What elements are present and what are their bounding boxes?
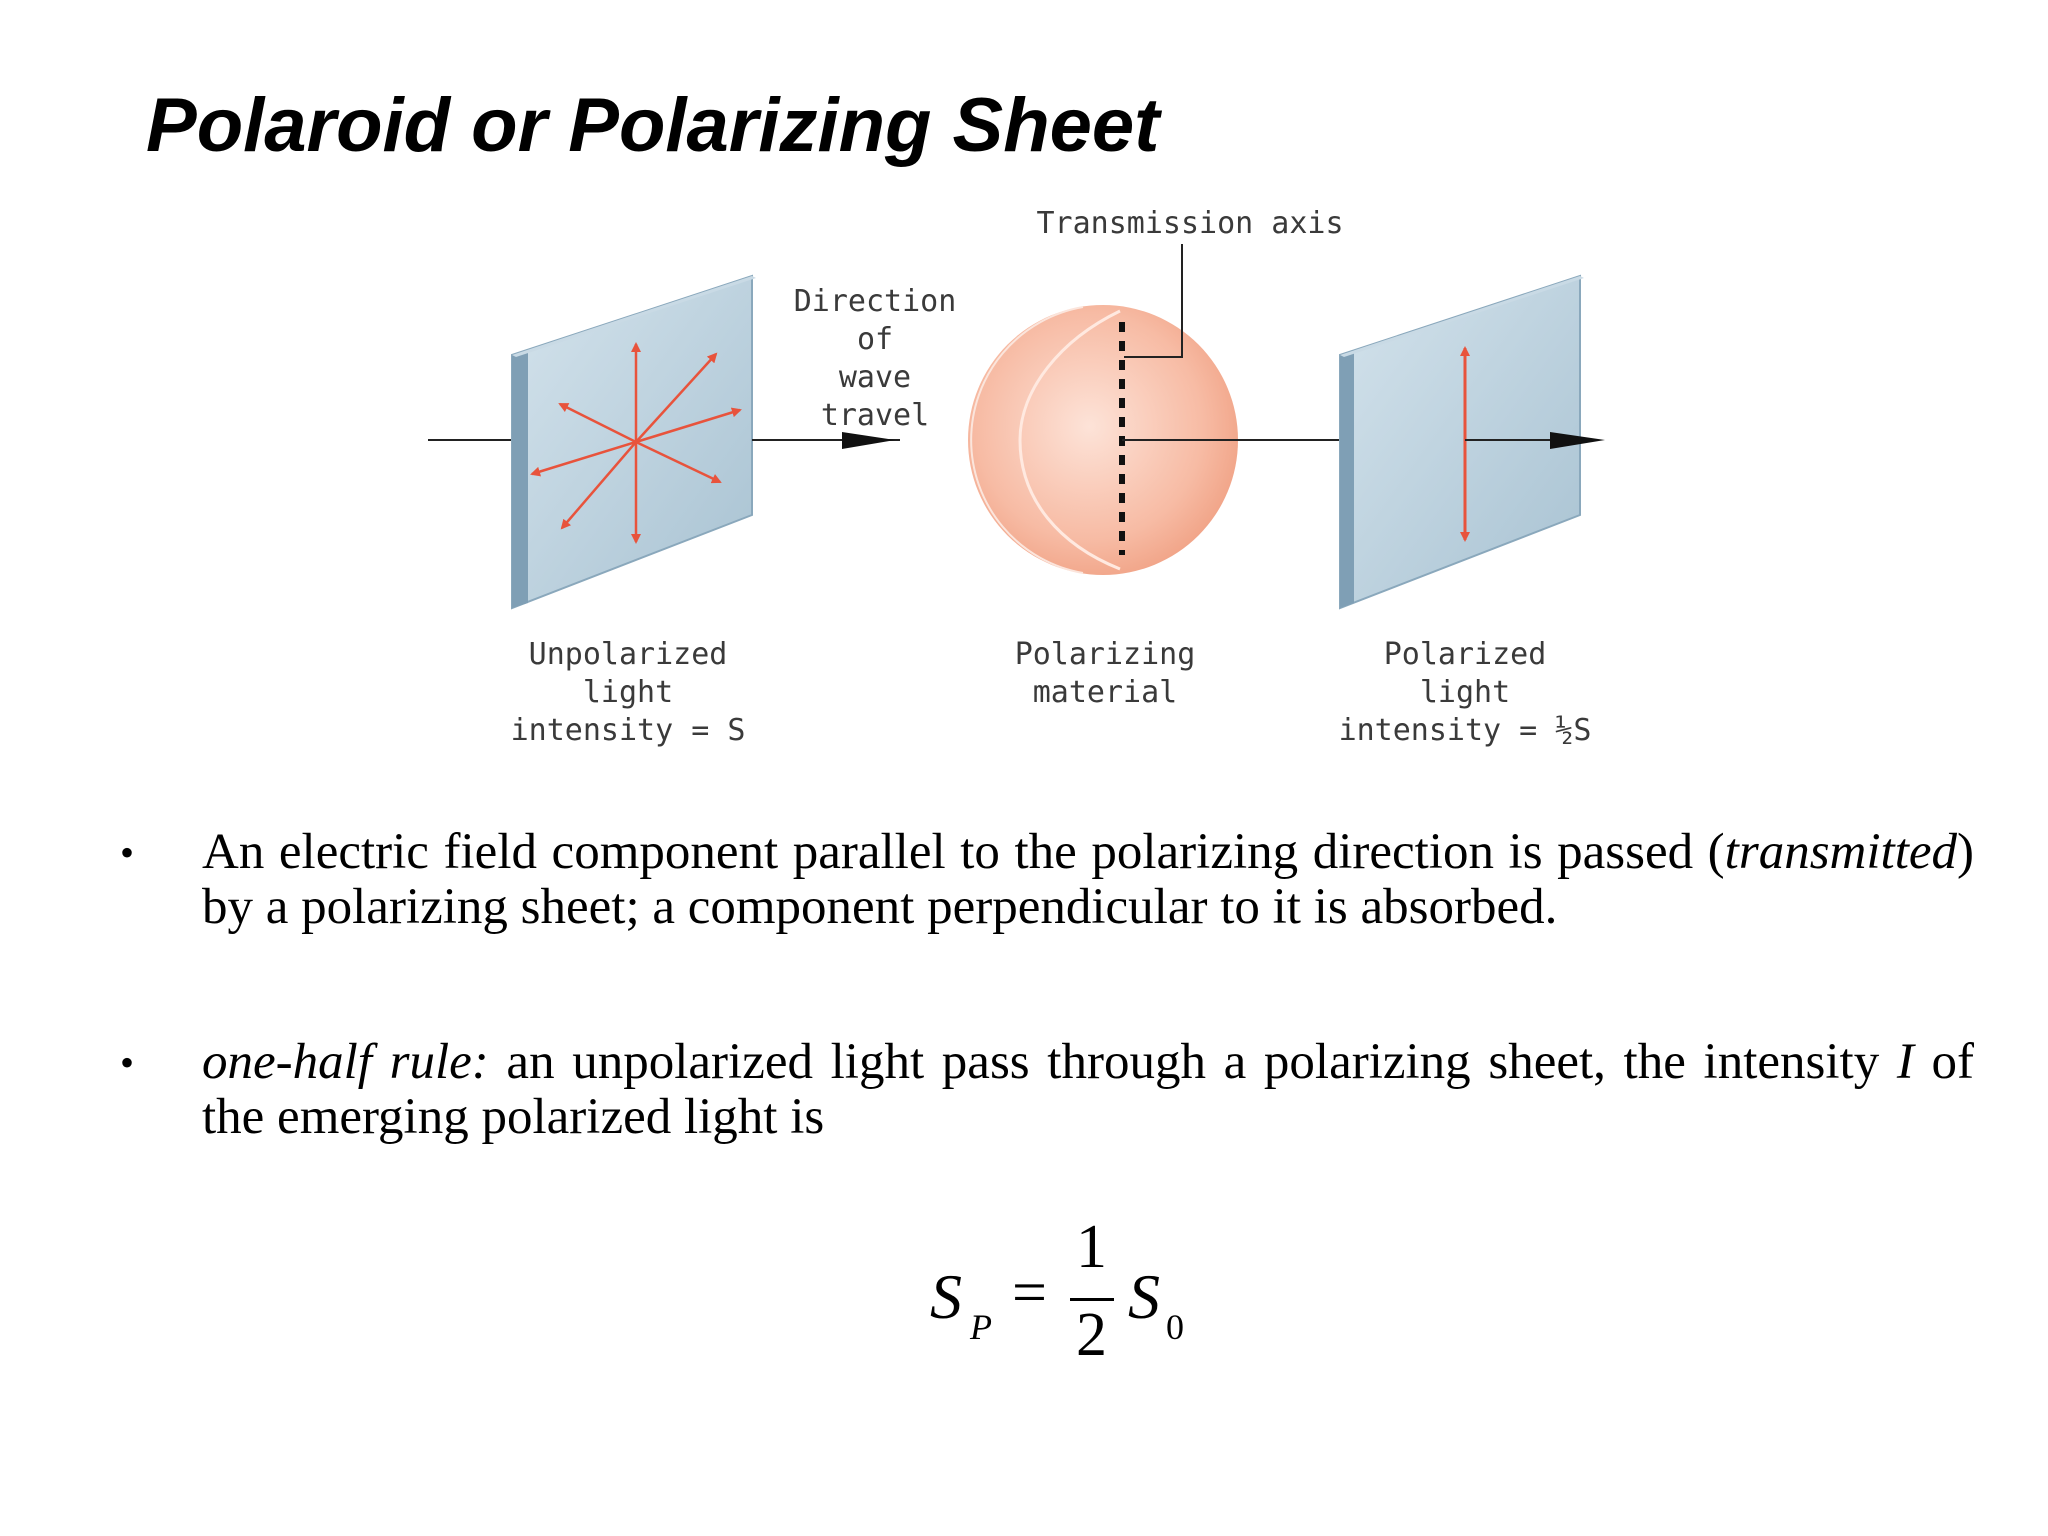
eq-rhs-subscript: 0 [1166, 1307, 1184, 1347]
polarized-light-label [1300, 636, 1630, 750]
bullet-item-1 [120, 825, 1974, 935]
bullet-2-text-b: of the emerging polarized light is [202, 1034, 1974, 1145]
unpolarized-line-3: intensity = S [510, 713, 746, 748]
bullet-marker: • [120, 1040, 135, 1085]
eq-equals: = [1012, 1259, 1047, 1327]
half-rule-equation [930, 1213, 1190, 1380]
direction-line-3: wave [838, 360, 912, 395]
bullet-text-1 [202, 825, 1974, 935]
bullet-1-text-a: An electric field component parallel to the polarizing direction is passed ( [202, 824, 1725, 880]
polarizing-line-2: material [1032, 675, 1178, 710]
polarizing-line-1: Polarizing [1014, 637, 1196, 672]
bullet-1-text-b: ) by a polarizing sheet; a component perpendicular to it is absorbed. [202, 824, 1974, 935]
bullet-item-2 [120, 1035, 1974, 1145]
unpolarized-line-1: Unpolarized [528, 637, 728, 672]
bullet-list [120, 825, 1974, 1145]
polarized-line-2: light [1419, 675, 1511, 710]
direction-line-4: travel [820, 398, 930, 433]
direction-of-travel-label [765, 283, 985, 435]
bullet-2-lead: one-half rule: [202, 1034, 489, 1090]
bullet-2-variable: I [1896, 1034, 1914, 1090]
polarizing-material-label [960, 636, 1250, 712]
transmission-axis-label: Transmission axis [1036, 206, 1344, 241]
polarized-line-1: Polarized [1383, 637, 1547, 672]
eq-rhs: S [1128, 1261, 1160, 1332]
polarized-panel [1340, 276, 1584, 608]
bullet-text-2 [202, 1035, 1974, 1145]
bullet-marker: • [120, 830, 135, 875]
direction-line-2: of [856, 322, 894, 357]
eq-denominator: 2 [1076, 1301, 1107, 1369]
eq-lhs: S [930, 1261, 962, 1332]
eq-lhs-subscript: P [970, 1307, 992, 1347]
unpolarized-line-2: light [582, 675, 674, 710]
bullet-1-emphasis: transmitted [1724, 824, 1958, 880]
eq-numerator: 1 [1076, 1213, 1107, 1281]
bullet-2-text-a: an unpolarized light pass through a polarizing sheet, the intensity [488, 1034, 1897, 1090]
slide-title: Polaroid or Polarizing Sheet [146, 83, 1160, 168]
direction-line-1: Direction [793, 284, 957, 319]
polarized-line-3: intensity = ½S [1338, 713, 1592, 748]
unpolarized-light-label [468, 636, 788, 750]
